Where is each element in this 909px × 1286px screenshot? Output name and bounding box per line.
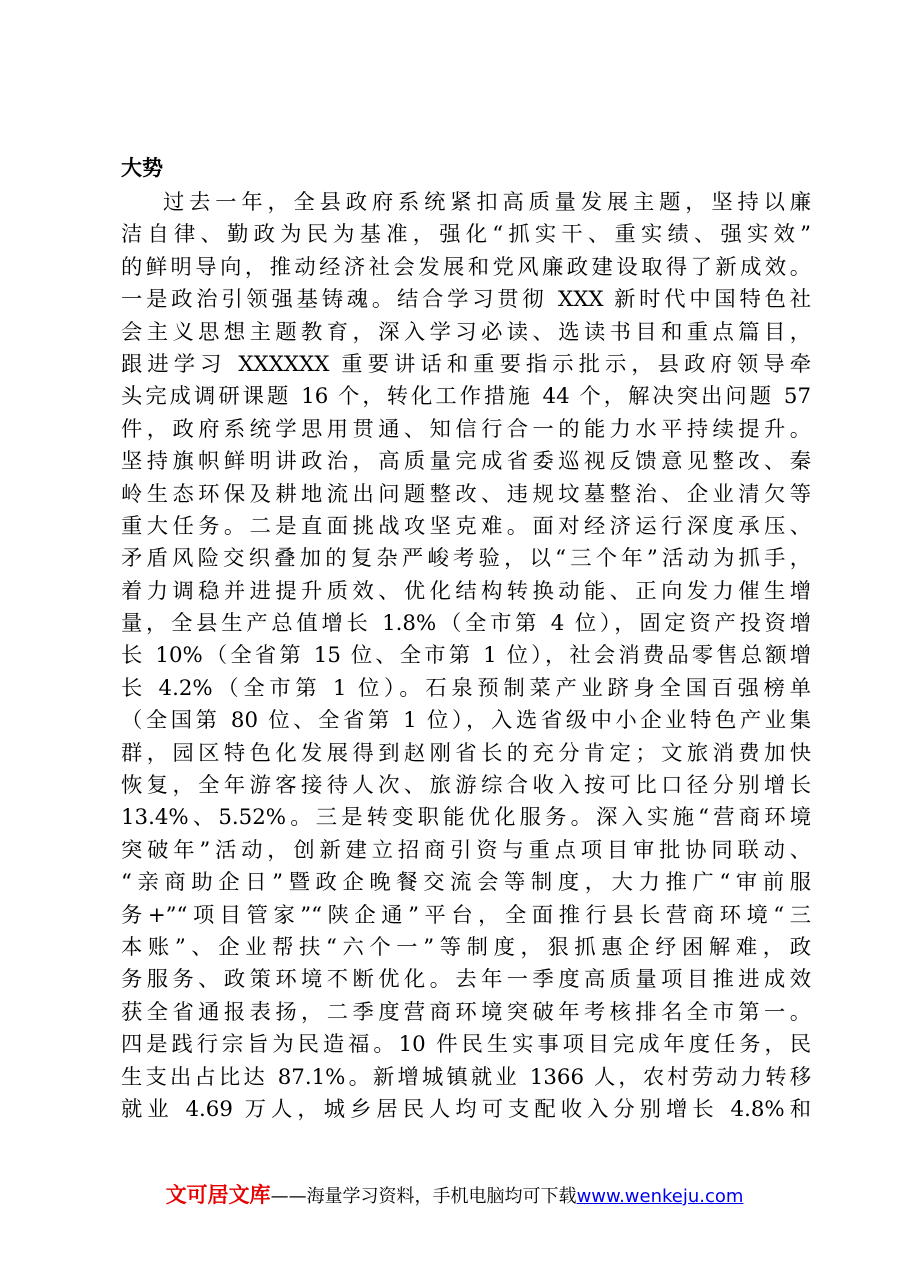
text-line: 群，园区特色化发展得到赵刚省长的充分肯定；文旅消费加快 [121, 740, 811, 766]
text-line: 岭生态环保及耕地流出问题整改、违规坟墓整治、企业清欠等 [121, 481, 811, 507]
text-line: 头完成调研课题 16 个，转化工作措施 44 个，解决突出问题 57 [121, 384, 811, 410]
text-line: 务+”“项目管家”“陕企通”平台，全面推行县长营商环境“三 [121, 902, 811, 928]
text-line: 件，政府系统学思用贯通、知信行合一的能力水平持续提升。 [121, 416, 811, 442]
text-line: 13.4%、5.52%。三是转变职能优化服务。深入实施“营商环境 [121, 805, 811, 831]
text-line: 重大任务。二是直面挑战攻坚克难。面对经济运行深度承压、 [121, 513, 811, 539]
text-line: 过去一年，全县政府系统紧扣高质量发展主题，坚持以廉 [163, 190, 811, 215]
text-line: 坚持旗帜鲜明讲政治，高质量完成省委巡视反馈意见整改、秦 [121, 449, 811, 475]
footer-link[interactable]: www.wenkeju.com [576, 1186, 744, 1207]
text-line: 恢复，全年游客接待人次、旅游综合收入按可比口径分别增长 [121, 773, 811, 799]
text-line: 的鲜明导向，推动经济社会发展和党风廉政建设取得了新成效。 [121, 254, 811, 280]
text-line: “亲商助企日”暨政企晚餐交流会等制度，大力推广“审前服 [121, 870, 811, 896]
text-line: 着力调稳并进提升质效、优化结构转换动能、正向发力催生增 [121, 578, 811, 604]
text-line: 本账”、企业帮扶“六个一”等制度，狠抓惠企纾困解难，政 [121, 934, 811, 960]
text-line: 一是政治引领强基铸魂。结合学习贯彻 XXX 新时代中国特色社 [121, 287, 811, 313]
body-paragraph [121, 187, 811, 1126]
footer-banner [0, 1181, 909, 1211]
text-line: 生支出占比达 87.1%。新增城镇就业 1366 人，农村劳动力转移 [121, 1064, 811, 1090]
footer-slogan: ——海量学习资料，手机电脑均可下载 [270, 1186, 577, 1207]
text-line: 矛盾风险交织叠加的复杂严峻考验，以“三个年”活动为抓手， [121, 546, 811, 572]
text-line: 务服务、政策环境不断优化。去年一季度高质量项目推进成效 [121, 967, 811, 993]
text-line: 量，全县生产总值增长 1.8%（全市第 4 位），固定资产投资增 [121, 611, 811, 637]
text-line: 突破年”活动，创新建立招商引资与重点项目审批协同联动、 [121, 837, 811, 863]
text-line: 会主义思想主题教育，深入学习必读、选读书目和重点篇目， [121, 319, 811, 345]
text-line: 获全省通报表扬，二季度营商环境突破年考核排名全市第一。 [121, 999, 811, 1025]
text-line: 洁自律、勤政为民为基准，强化“抓实干、重实绩、强实效” [121, 222, 811, 248]
text-line: 就业 4.69 万人，城乡居民人均可支配收入分别增长 4.8%和 [121, 1096, 811, 1122]
footer-brand: 文可居文库 [165, 1183, 271, 1207]
section-heading: 大势 [121, 156, 163, 180]
text-line: （全国第 80 位、全省第 1 位），入选省级中小企业特色产业集 [121, 708, 811, 734]
text-line: 四是践行宗旨为民造福。10 件民生实事项目完成年度任务，民 [121, 1032, 811, 1058]
text-line: 跟进学习 XXXXXX 重要讲话和重要指示批示，县政府领导牵 [121, 351, 811, 377]
text-line: 长 4.2%（全市第 1 位）。石泉预制菜产业跻身全国百强榜单 [121, 675, 811, 701]
text-line: 长 10%（全省第 15 位、全市第 1 位），社会消费品零售总额增 [121, 643, 811, 669]
